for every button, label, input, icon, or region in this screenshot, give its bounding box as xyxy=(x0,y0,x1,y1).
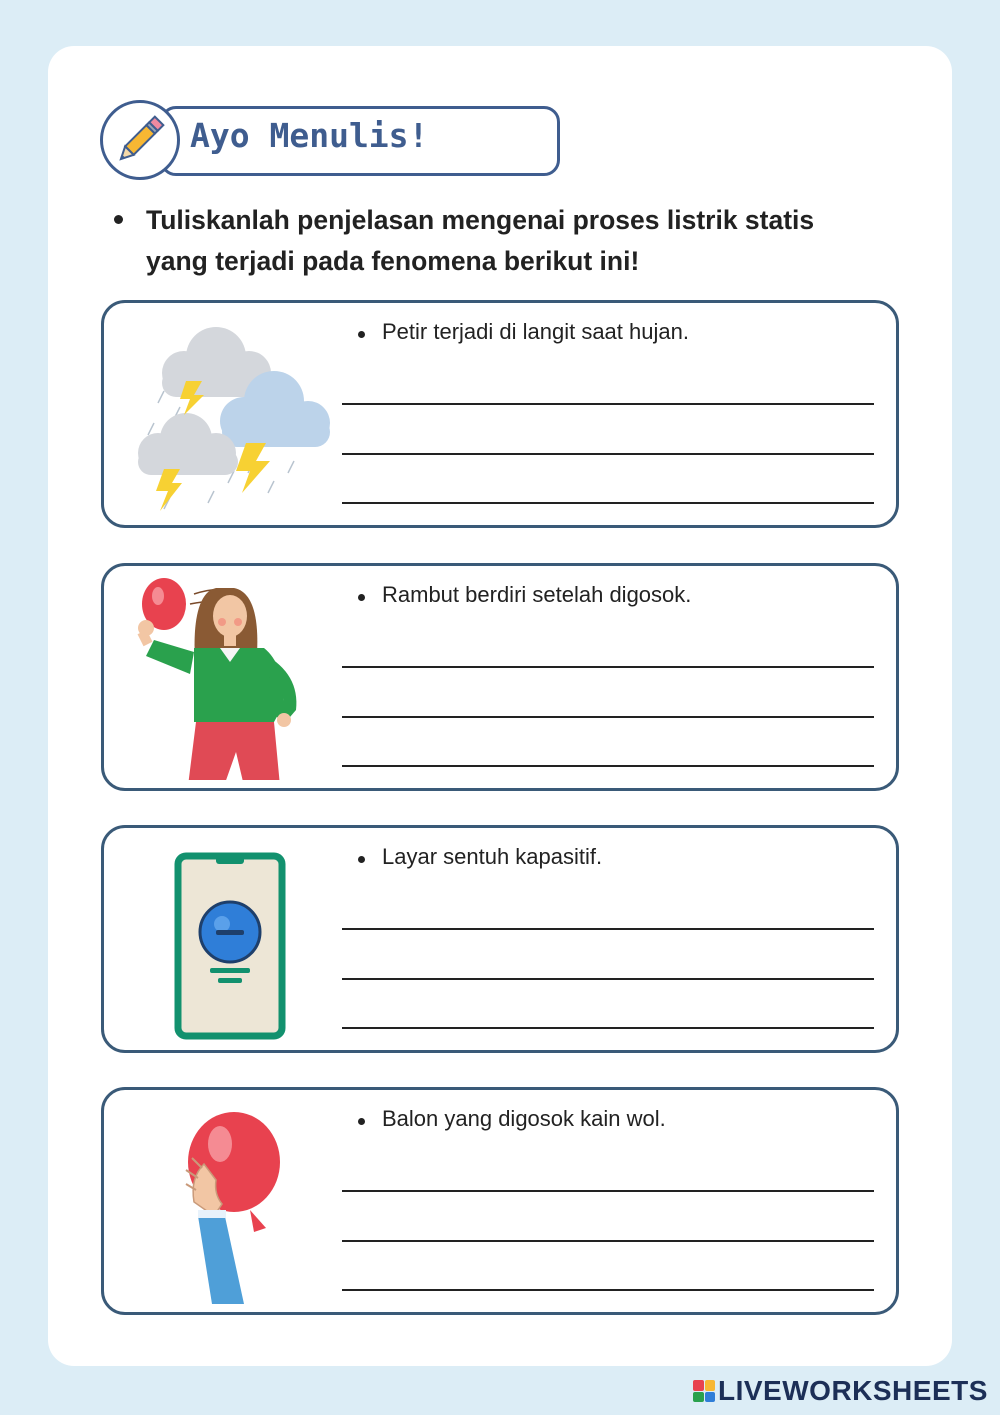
thunderstorm-icon xyxy=(124,311,344,517)
prompt-text: Balon yang digosok kain wol. xyxy=(382,1106,666,1131)
question-card-1 xyxy=(101,300,899,528)
instruction-line-1: Tuliskanlah penjelasan mengenai proses listrik statis xyxy=(146,205,815,235)
brand-name: LIVEWORKSHEETS xyxy=(718,1375,988,1406)
title-banner xyxy=(100,100,560,182)
question-prompt xyxy=(358,844,602,870)
question-card-4 xyxy=(101,1087,899,1315)
bullet xyxy=(358,594,365,601)
hand-balloon-icon xyxy=(124,1098,344,1304)
answer-line[interactable] xyxy=(342,453,874,455)
answer-line[interactable] xyxy=(342,403,874,405)
question-prompt xyxy=(358,1106,666,1132)
girl-balloon-icon xyxy=(124,574,344,780)
answer-line[interactable] xyxy=(342,1027,874,1029)
instruction-line-2: yang terjadi pada fenomena berikut ini! xyxy=(146,246,640,276)
answer-line[interactable] xyxy=(342,1190,874,1192)
instruction xyxy=(114,200,854,282)
question-prompt xyxy=(358,319,689,345)
answer-line[interactable] xyxy=(342,978,874,980)
answer-line[interactable] xyxy=(342,765,874,767)
answer-line[interactable] xyxy=(342,502,874,504)
answer-line[interactable] xyxy=(342,928,874,930)
smartphone-icon xyxy=(124,836,344,1042)
question-card-3 xyxy=(101,825,899,1053)
bullet xyxy=(114,215,123,224)
pencil-icon xyxy=(103,103,177,177)
logo-mark-icon xyxy=(693,1380,715,1402)
answer-line[interactable] xyxy=(342,1240,874,1242)
question-prompt xyxy=(358,582,691,608)
answer-line[interactable] xyxy=(342,716,874,718)
prompt-text: Layar sentuh kapasitif. xyxy=(382,844,603,869)
page-title: Ayo Menulis! xyxy=(190,116,429,155)
pencil-badge xyxy=(100,100,180,180)
answer-line[interactable] xyxy=(342,1289,874,1291)
prompt-text: Rambut berdiri setelah digosok. xyxy=(382,582,692,607)
bullet xyxy=(358,331,365,338)
liveworksheets-logo xyxy=(693,1375,988,1407)
prompt-text: Petir terjadi di langit saat hujan. xyxy=(382,319,689,344)
bullet xyxy=(358,1118,365,1125)
question-card-2 xyxy=(101,563,899,791)
answer-line[interactable] xyxy=(342,666,874,668)
bullet xyxy=(358,856,365,863)
